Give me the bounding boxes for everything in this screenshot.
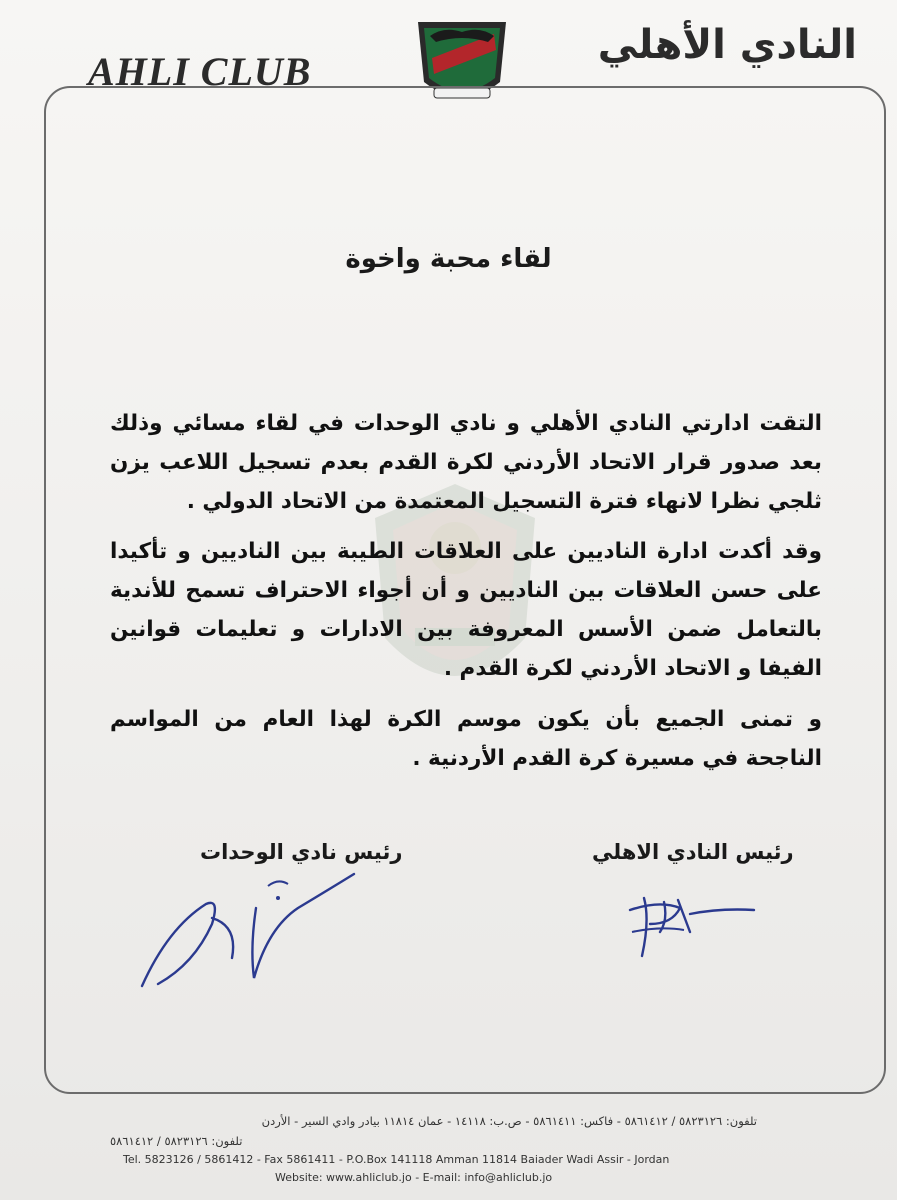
wahdat-signature-icon <box>128 868 358 998</box>
club-name-arabic: النادي الأهلي <box>597 22 857 68</box>
wahdat-president-title: رئيس نادي الوحدات <box>200 840 403 864</box>
ahli-signature-icon <box>620 880 760 960</box>
letter-paragraph: وقد أكدت ادارة الناديين على العلاقات الطيبة بين الناديين و تأكيدا على حسن العلاقات بين الناديين و أن أجواء الاحتراف تسمح للأندية بالتعامل ضمن الأسس المعروفة بين الادارات و تعليمات قوانين الفيفا و الاتحاد الأردني لكرة القدم . <box>110 539 822 681</box>
letter-paragraph: و تمنى الجميع بأن يكون موسم الكرة لهذا العام من المواسم الناجحة في مسيرة كرة القدم الأردنية . <box>110 707 822 771</box>
footer-phone-arabic: تلفون: ٥٨٢٣١٢٦ / ٥٨٦١٤١٢ <box>110 1134 243 1148</box>
club-name-english: AHLI CLUB <box>88 49 312 94</box>
footer-web-email: Website: www.ahliclub.jo - E-mail: info@ahliclub.jo <box>275 1171 553 1184</box>
letter-title: لقاء محبة واخوة <box>345 244 552 274</box>
footer-address-arabic: تلفون: ٥٨٢٣١٢٦ / ٥٨٦١٤١٢ - فاكس: ٥٨٦١٤١١ - ص.ب: ١٤١١٨ - عمان ١١٨١٤ بيادر وادي السير - الأردن <box>261 1114 757 1128</box>
letter-paragraph: التقت ادارتي النادي الأهلي و نادي الوحدات في لقاء مسائي وذلك بعد صدور قرار الاتحاد الأردني لكرة القدم بعدم تسجيل اللاعب يزن ثلجي نظرا لانهاء فترة التسجيل المعتمدة من الاتحاد الدولي . <box>110 411 822 514</box>
ahli-president-title: رئيس النادي الاهلي <box>592 840 794 864</box>
footer-address-english: Tel. 5823126 / 5861412 - Fax 5861411 - P.O.Box 141118 Amman 11814 Baiader Wadi Assir - Jordan <box>123 1153 670 1166</box>
